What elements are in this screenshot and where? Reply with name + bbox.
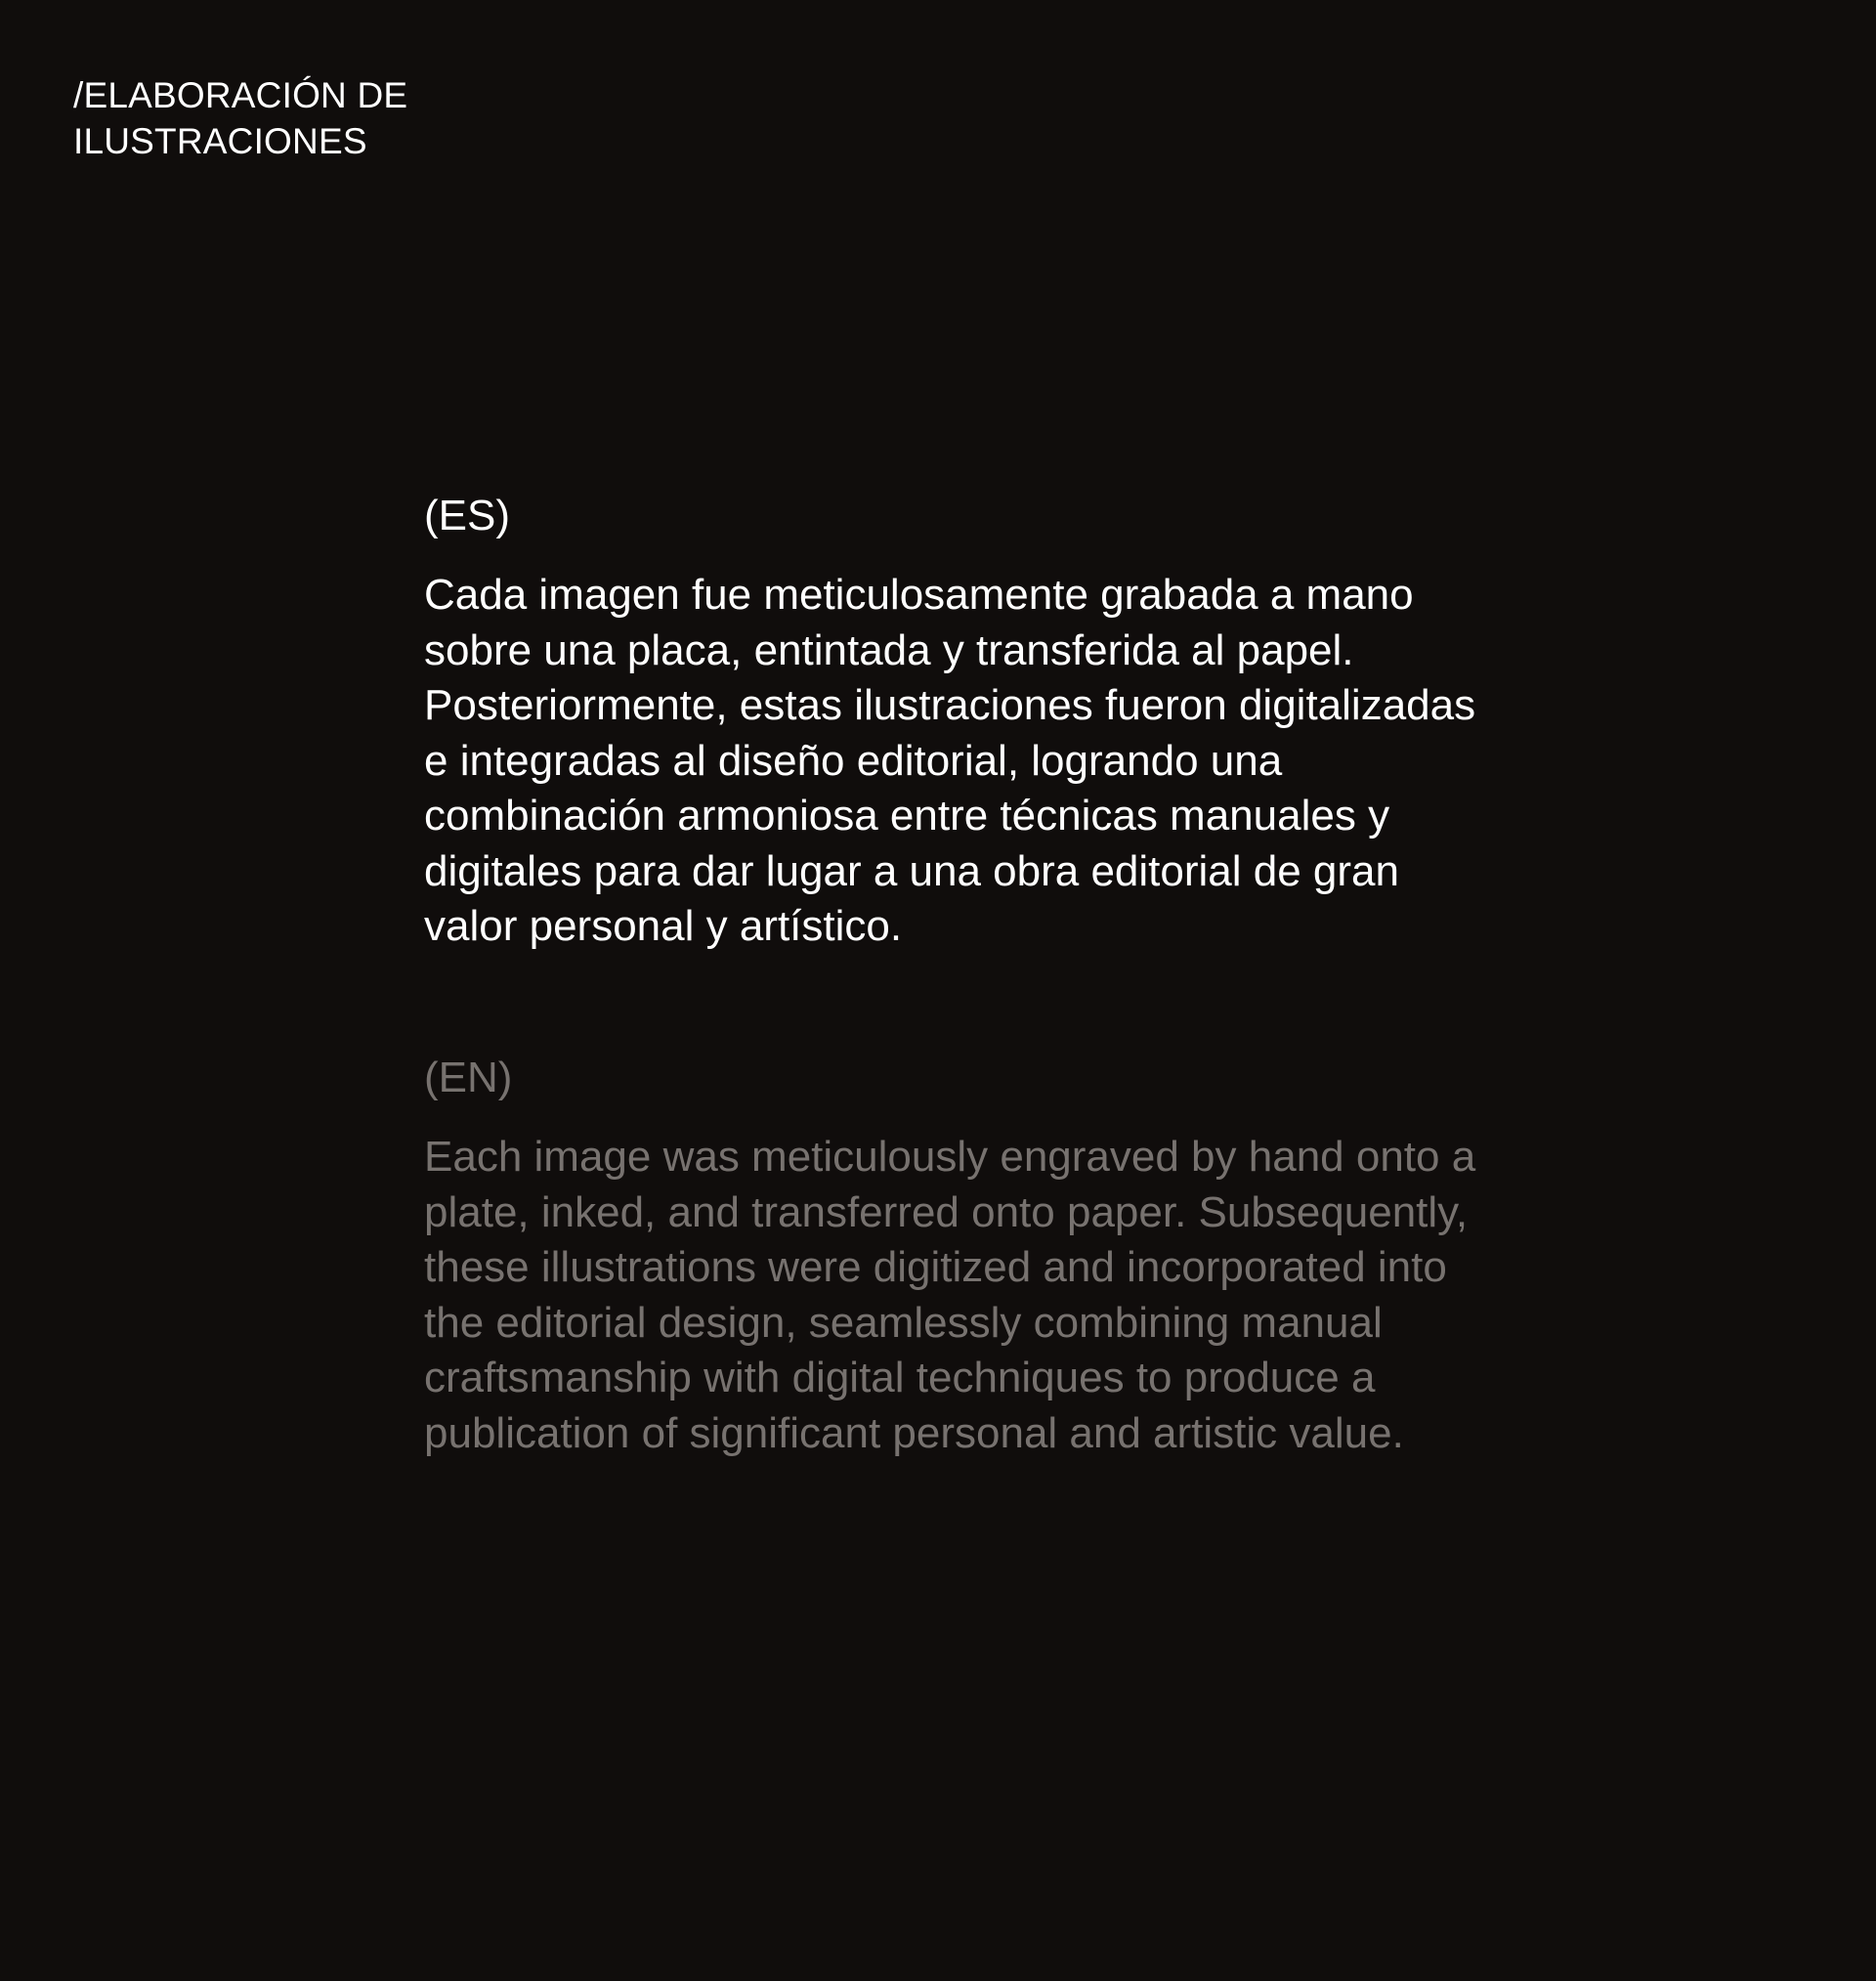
paragraph-line: e integradas al diseño editorial, logrando una bbox=[424, 736, 1283, 785]
section-heading-line: /ELABORACIÓN DE bbox=[73, 75, 408, 115]
language-tag-en: (EN) bbox=[424, 1054, 513, 1101]
paragraph-line: Cada imagen fue meticulosamente grabada a mano bbox=[424, 571, 1414, 619]
paragraph-line: Each image was meticulously engraved by hand onto a bbox=[424, 1133, 1476, 1181]
section-heading bbox=[73, 72, 562, 164]
english-paragraph bbox=[424, 1130, 1597, 1461]
paragraph-line: plate, inked, and transferred onto paper. Subsequently, bbox=[424, 1187, 1469, 1236]
paragraph-line: the editorial design, seamlessly combining manual bbox=[424, 1298, 1383, 1347]
paragraph-line: combinación armoniosa entre técnicas manuales y bbox=[424, 792, 1390, 840]
paragraph-line: publication of significant personal and artistic value. bbox=[424, 1408, 1404, 1457]
paragraph-line: craftsmanship with digital techniques to produce a bbox=[424, 1354, 1376, 1401]
paragraph-line: digitales para dar lugar a una obra editorial de gran bbox=[424, 846, 1399, 895]
section-heading-line: ILUSTRACIONES bbox=[73, 121, 367, 161]
spanish-text-block bbox=[424, 489, 1597, 955]
paragraph-line: sobre una placa, entintada y transferida al papel. bbox=[424, 625, 1354, 674]
paragraph-line: valor personal y artístico. bbox=[424, 902, 903, 950]
paragraph-line: Posteriormente, estas ilustraciones fueron digitalizadas bbox=[424, 681, 1476, 729]
language-tag-es: (ES) bbox=[424, 492, 510, 539]
spanish-paragraph bbox=[424, 568, 1597, 955]
paragraph-line: these illustrations were digitized and incorporated into bbox=[424, 1243, 1447, 1291]
english-text-block bbox=[424, 1051, 1597, 1461]
